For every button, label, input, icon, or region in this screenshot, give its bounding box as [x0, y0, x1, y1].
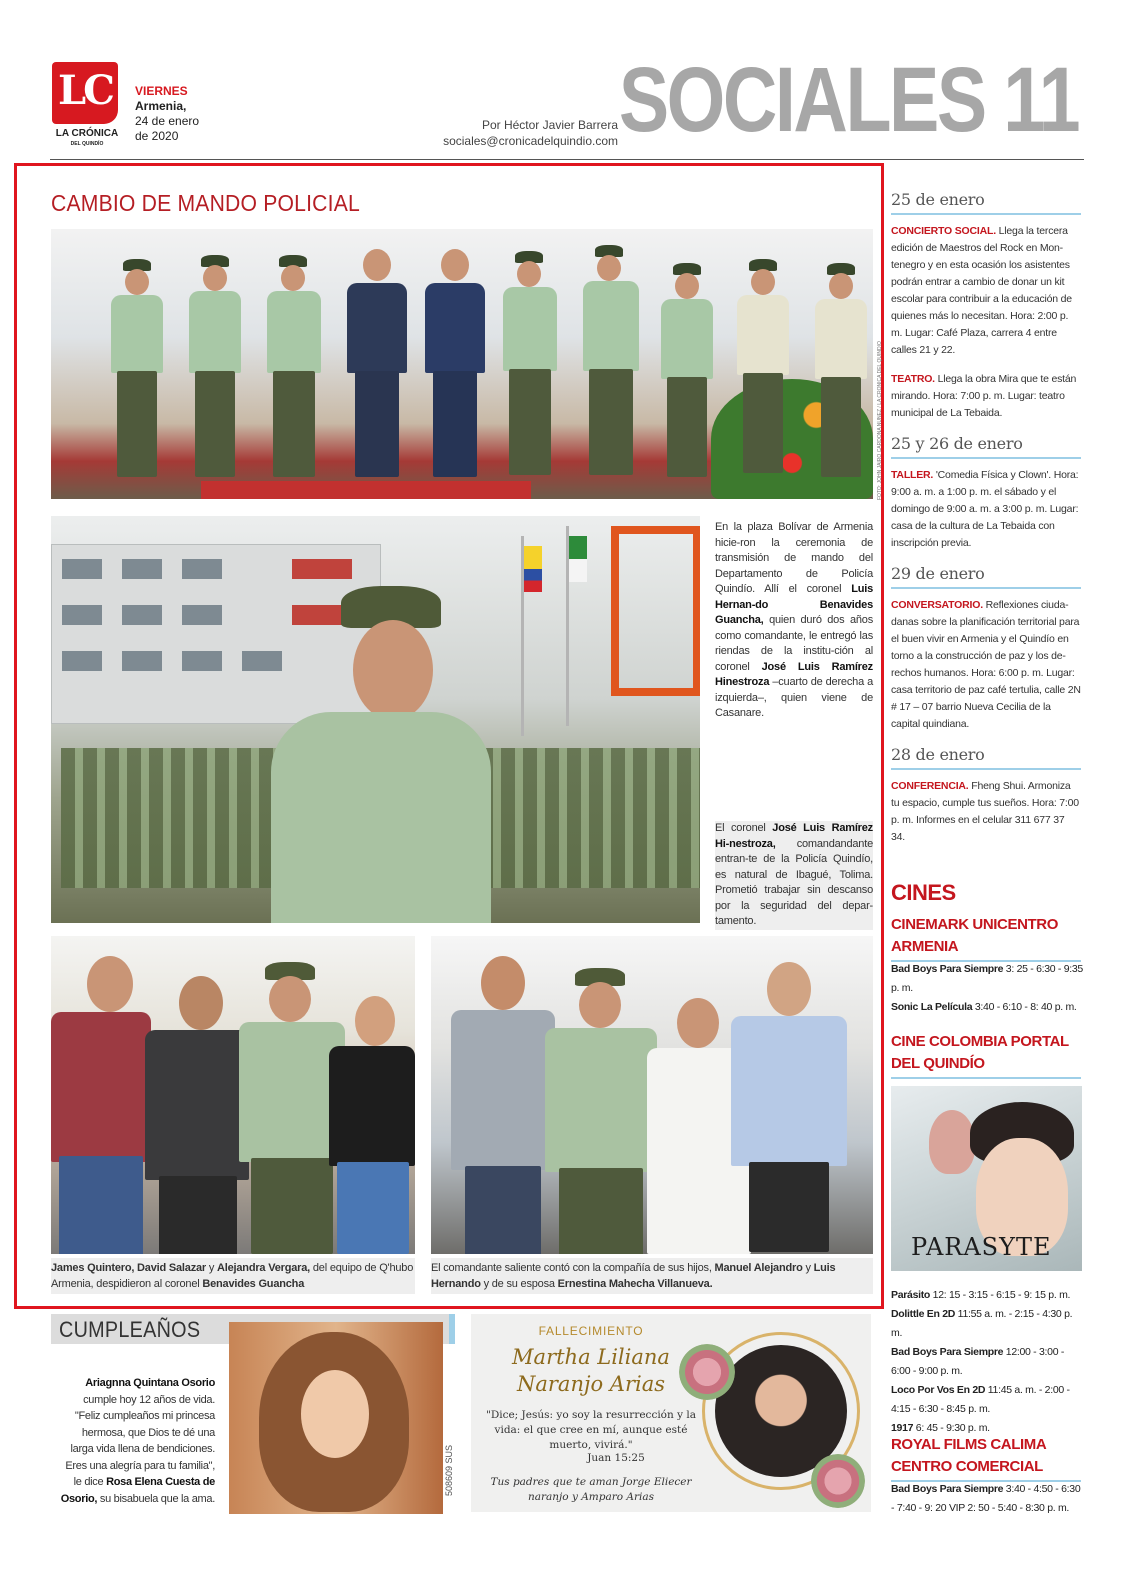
cinema-name-cinemark: CINEMARK UNICENTRO ARMENIA	[891, 914, 1081, 962]
obituary-label: FALLECIMIENTO	[538, 1324, 644, 1338]
showtime-entry: Bad Boys Para Siempre 3: 25 - 6:30 - 9:35 p. m.	[891, 963, 1083, 994]
cinema-name-royalfilms: ROYAL FILMS CALIMA CENTRO COMERCIAL	[891, 1434, 1081, 1482]
cines-heading: CINES	[891, 880, 956, 905]
birthday-girl-photo[interactable]	[229, 1322, 443, 1514]
poster-creature	[929, 1110, 975, 1174]
showtime-entry: Loco Por Vos En 2D 11:45 a. m. - 2:00 - 4:15 - 6:30 - 8:45 p. m.	[891, 1384, 1070, 1415]
issue-date-line2: de 2020	[135, 129, 179, 143]
logo-letters: LC	[58, 67, 112, 114]
newspaper-logo[interactable]	[52, 62, 118, 124]
flower-icon	[679, 1344, 735, 1400]
obituary-dedication: Tus padres que te aman Jorge Eliecer naranjo y Amparo Arias	[490, 1476, 692, 1503]
deceased-name-line2: Naranjo Arias	[516, 1372, 666, 1396]
article-headline: CAMBIO DE MANDO POLICIAL	[51, 190, 360, 216]
agenda-date: 28 de enero	[891, 745, 1081, 770]
family-caption: El comandante saliente contó con la compañía de sus hijos, Manuel Alejandro y Luis Hernando y de su esposa Ernestina Mahecha Villanueva.	[431, 1258, 873, 1294]
ad-code: 508609 SUS	[444, 1445, 454, 1497]
qhubo-caption: James Quintero, David Salazar y Alejandra Vergara, del equipo de Q'hubo Armenia, despidieron al coronel Benavides Guancha	[51, 1258, 415, 1294]
flower-icon	[811, 1454, 865, 1508]
showtimes-cinecolombia	[891, 1286, 1083, 1438]
byline	[440, 117, 618, 149]
qhubo-team-photo[interactable]	[51, 936, 415, 1254]
byline-author: Por Héctor Javier Barrera	[481, 118, 618, 132]
showtime-entry: Dolittle En 2D 11:55 a. m. - 2:15 - 4:30 p. m.	[891, 1308, 1073, 1339]
cumpleanos-text: Ariagnna Quintana Osorio cumple hoy 12 años de vida. "Feliz cumpleaños mi princesa hermosa, que Dios te dé una larga vida llena de bendiciones. Eres una alegría para tu familia", le dice Rosa Elena Cuesta de Osorio, su bisabuela que la ama.	[60, 1377, 215, 1505]
poster-title: PARASYTE	[911, 1233, 1052, 1261]
agenda-date: 29 de enero	[891, 564, 1081, 589]
cumpleanos-title: CUMPLEAÑOS	[59, 1317, 201, 1342]
photo-credit: FOTO: JOHN JAIRO CARDONA NUÑEZ / LA CRÓNICA DEL QUINDÍO	[877, 341, 883, 500]
obituary-quote: "Dice; Jesús: yo soy la resurrección y la vida: el que cree en mí, aunque esté muerto, vivirá."	[485, 1409, 696, 1451]
colombia-flag	[524, 546, 542, 592]
colonel-caption: El coronel José Luis Ramírez Hi-nestroza, comandandante entran-te de la Policía Quindío, es natural de Ibagué, Tolima. Prometió trabajar sin descanso por la seguridad del depar-tamento.	[715, 821, 873, 930]
showtime-entry: Bad Boys Para Siempre 3:40 - 4:50 - 6:30 - 7:40 - 9: 20 VIP 2: 50 - 5:40 - 8:30 p. m.	[891, 1483, 1081, 1514]
orange-structure	[611, 526, 700, 696]
girl-face	[301, 1370, 369, 1458]
ceremony-photo[interactable]	[51, 229, 873, 499]
showtime-entry: Bad Boys Para Siempre 12:00 - 3:00 - 6:00 - 9:00 p. m.	[891, 1346, 1065, 1377]
showtime-entry: 1917 6: 45 - 9:30 p. m.	[891, 1422, 990, 1434]
family-photo[interactable]	[431, 936, 873, 1254]
ceremony-caption: En la plaza Bolívar de Armenia hicie-ron la ceremonia de transmisión de mando del Departamento de Policía Quindío. Allí el coronel Luis Hernan-do Benavides Guancha, quien duró dos años como comandante, le entregó las riendas de la institu-ción al coronel José Luis Ramírez Hinestroza –cuarto de derecha a izquierda–, quien viene de Casanare.	[715, 521, 873, 719]
obituary-notice	[471, 1314, 871, 1512]
issue-date	[135, 84, 199, 144]
masthead	[50, 49, 1084, 162]
cinema-name-cinecolombia: CINE COLOMBIA PORTAL DEL QUINDÍO	[891, 1031, 1081, 1079]
logo-name: LA CRÓNICA	[55, 128, 119, 139]
parasyte-poster[interactable]	[891, 1086, 1082, 1271]
showtime-entry: Sonic La Película 3:40 - 6:10 - 8: 40 p. m.	[891, 1001, 1077, 1013]
agenda-entry-conferencia: CONFERENCIA. Fheng Shui. Armoniza tu espacio, cumple tus sueños. Hora: 7:00 p. m. Informes en el celular 311 677 37 34.	[891, 780, 1079, 843]
deceased-name	[471, 1344, 711, 1398]
showtimes-royalfilms	[891, 1480, 1083, 1518]
red-carpet	[201, 481, 531, 499]
agenda-date: 25 de enero	[891, 190, 1081, 215]
building	[51, 544, 381, 724]
issue-city: Armenia,	[135, 99, 187, 113]
agenda-date: 25 y 26 de enero	[891, 434, 1081, 459]
events-agenda	[891, 190, 1081, 858]
agenda-entry-taller: TALLER. 'Comedia Física y Clown'. Hora: 9:00 a. m. a 1:00 p. m. el sábado y el domingo de 9:00 a. m. a 3:00 p. m. Lugar: casa de la cultura de La Tebaida con inscripción previa.	[891, 469, 1079, 549]
showtime-entry: Parásito 12: 15 - 3:15 - 6:15 - 9: 15 p. m.	[891, 1289, 1071, 1301]
colonel-portrait-photo[interactable]	[51, 516, 700, 923]
byline-email[interactable]: sociales@cronicadelquindio.com	[443, 134, 618, 148]
showtimes-cinemark	[891, 960, 1083, 1017]
obituary-bible-reference: Juan 15:25	[587, 1452, 645, 1464]
agenda-entry-conversatorio: CONVERSATORIO. Reflexiones ciuda-danas sobre la planificación territorial para el buen vivir en Armenia y el Quindío en torno a la construcción de paz y los de-rechos humanos. Hora: 6:00 p. m. Lugar: casa territorio de paz café tertulia, calle 2N # 17 – 07 barrio Nueva Cecilia de la capital quindiana.	[891, 599, 1081, 730]
agenda-entry-concierto: CONCIERTO SOCIAL. Llega la tercera edición de Maestros del Rock en Mon-tenegro y en esta ocasión los asistentes podrán entrar a cambio de donar un kit escolar para contribuir a la educación de quienes más lo necesitan. Hora: 2:00 p. m. Lugar: Café Plaza, carrera 4 entre calles 21 y 22.	[891, 225, 1072, 356]
quindio-flag	[569, 536, 587, 582]
logo-subtitle: DEL QUINDÍO	[70, 141, 104, 147]
deceased-name-line1: Martha Liliana	[512, 1345, 670, 1369]
section-title: SOCIALES 11	[618, 49, 1078, 151]
header-divider	[50, 159, 1084, 160]
agenda-entry-teatro: TEATRO. Llega la obra Mira que te están mirando. Hora: 7:00 p. m. Lugar: teatro municipal de La Tebaida.	[891, 373, 1077, 419]
issue-day: VIERNES	[135, 84, 188, 98]
issue-date-line1: 24 de enero	[135, 114, 200, 128]
